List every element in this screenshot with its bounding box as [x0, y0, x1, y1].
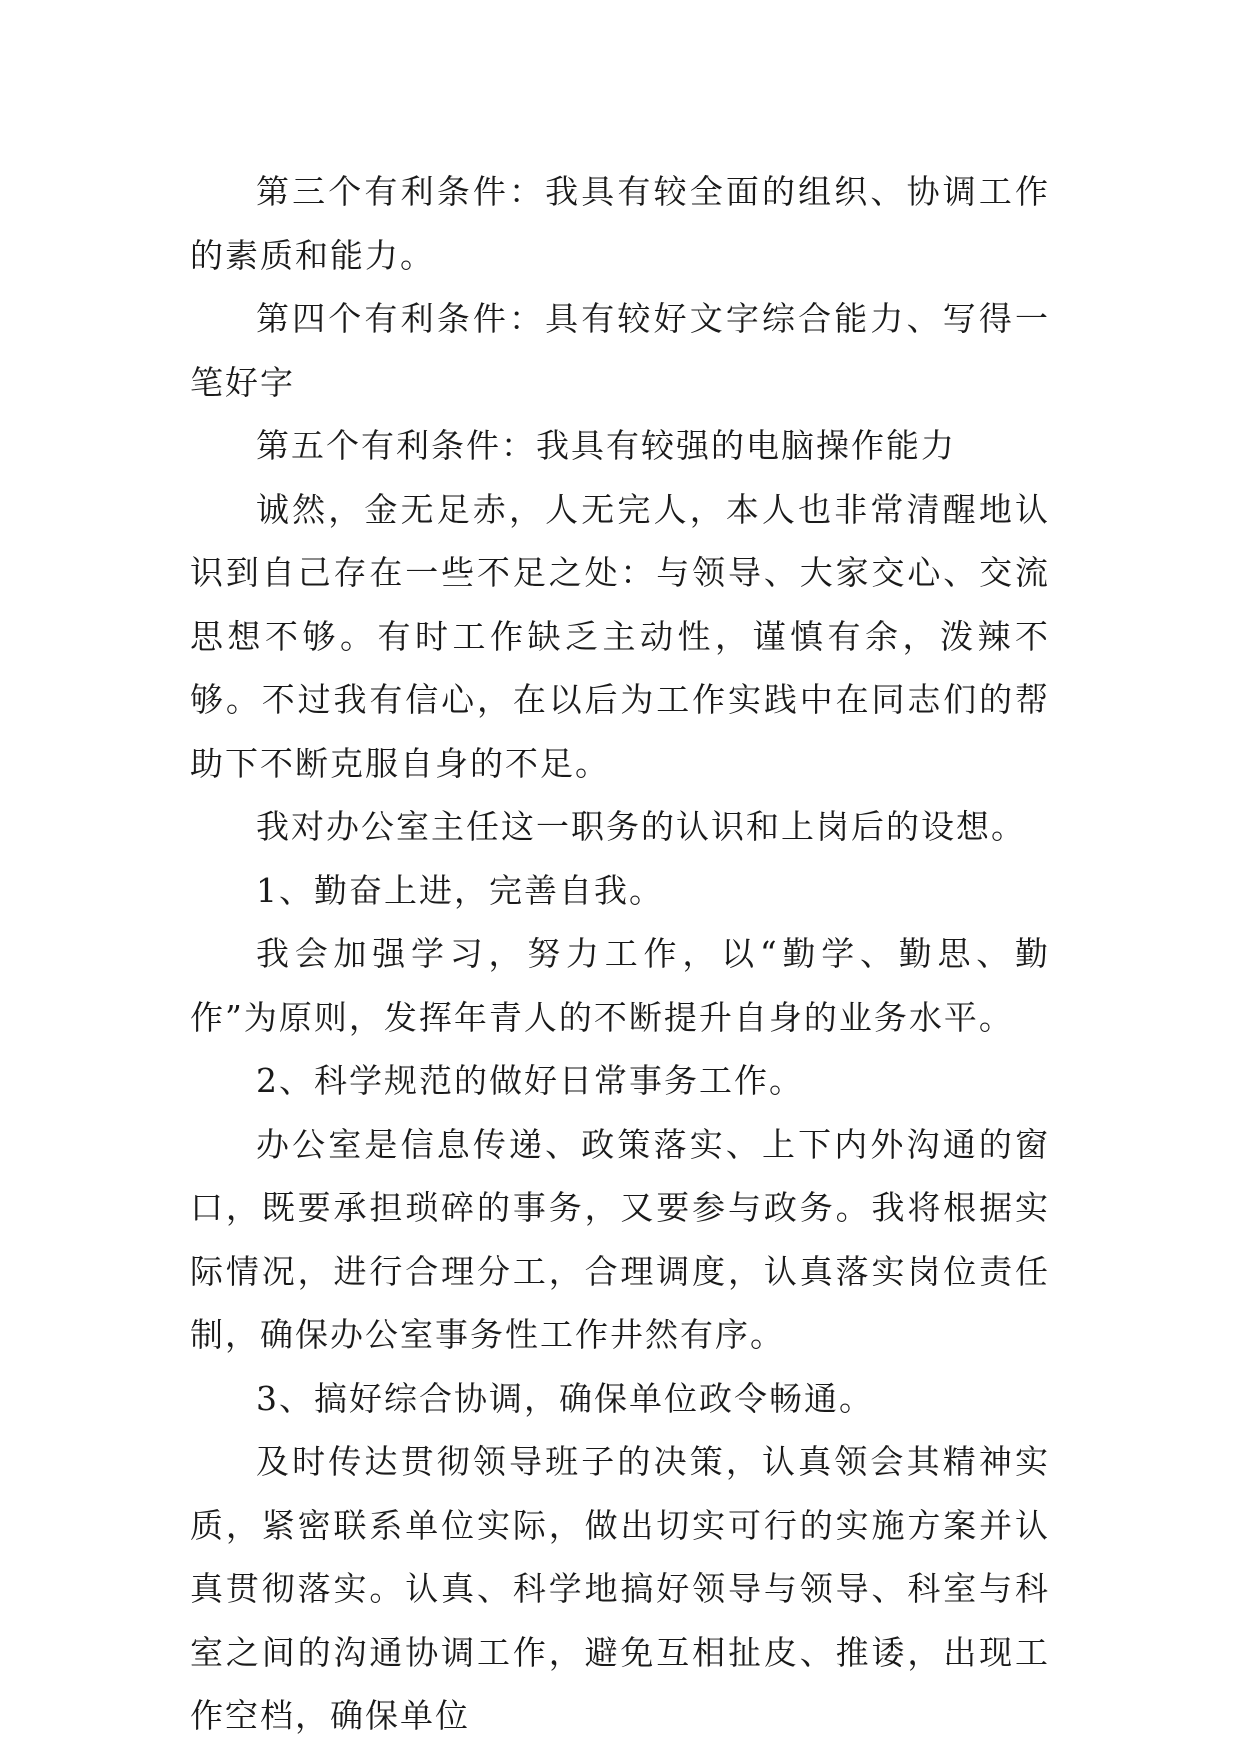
paragraph: 我会加强学习，努力工作，以“勤学、勤思、勤作”为原则，发挥年青人的不断提升自身的业务水平。 — [190, 934, 1050, 1037]
paragraph: 第五个有利条件：我具有较强的电脑操作能力 — [256, 426, 956, 465]
paragraph: 办公室是信息传递、政策落实、上下内外沟通的窗口，既要承担琐碎的事务，又要参与政务。我将根据实际情况，进行合理分工，合理调度，认真落实岗位责任制，确保办公室事务性工作井然有序。 — [190, 1124, 1050, 1354]
paragraph: 第三个有利条件：我具有较全面的组织、协调工作的素质和能力。 — [190, 172, 1050, 275]
paragraph: 3、搞好综合协调，确保单位政令畅通。 — [256, 1378, 874, 1418]
paragraph: 1、勤奋上进，完善自我。 — [256, 870, 664, 910]
paragraph: 诚然，金无足赤，人无完人，本人也非常清醒地认识到自己存在一些不足之处：与领导、大家交心、交流思想不够。有时工作缺乏主动性，谨慎有余，泼辣不够。不过我有信心，在以后为工作实践中在同志们的帮助下不断克服自身的不足。 — [190, 489, 1050, 783]
paragraph: 及时传达贯彻领导班子的决策，认真领会其精神实质，紧密联系单位实际，做出切实可行的实施方案并认真贯彻落实。认真、科学地搞好领导与领导、科室与科室之间的沟通协调工作，避免互相扯皮、推诿，出现工作空档，确保单位 — [190, 1442, 1050, 1735]
paragraph: 我对办公室主任这一职务的认识和上岗后的设想。 — [256, 807, 1026, 846]
document-body — [190, 160, 1050, 1748]
paragraph: 第四个有利条件：具有较好文字综合能力、写得一笔好字 — [190, 299, 1050, 402]
paragraph: 2、科学规范的做好日常事务工作。 — [256, 1061, 804, 1100]
